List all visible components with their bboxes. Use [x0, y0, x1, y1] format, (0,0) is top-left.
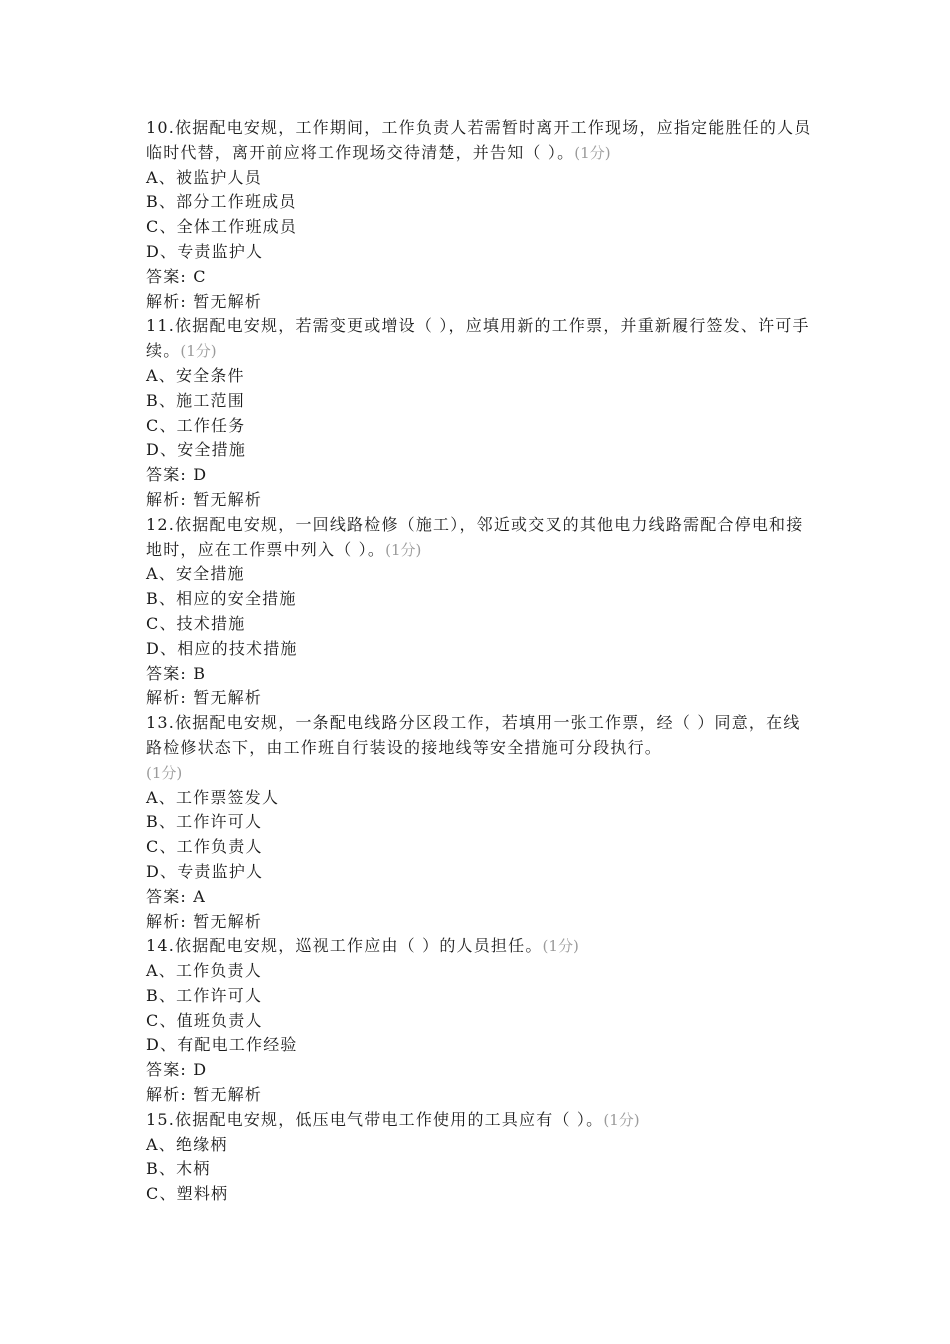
answer: 答案: B	[146, 663, 207, 683]
question-score: (1分)	[603, 1110, 640, 1129]
option-c: C、值班负责人	[146, 1010, 263, 1030]
option-c: C、工作任务	[146, 415, 246, 435]
question-stem	[146, 1108, 816, 1133]
option-c: C、技术措施	[146, 613, 246, 633]
question-text: 11.依据配电安规，若需变更或增设（ ），应填用新的工作票，并重新履行签发、许可手续。	[146, 316, 810, 361]
question-stem	[146, 711, 816, 785]
option-a: A、安全条件	[146, 365, 245, 385]
question-score: (1分)	[574, 143, 611, 162]
question-10	[146, 116, 816, 314]
question-stem	[146, 934, 816, 959]
analysis: 解析: 暂无解析	[146, 291, 263, 311]
answer: 答案: D	[146, 465, 208, 485]
analysis: 解析: 暂无解析	[146, 489, 263, 509]
option-c: C、全体工作班成员	[146, 217, 298, 237]
option-c: C、塑料柄	[146, 1184, 229, 1204]
question-14	[146, 934, 816, 1108]
question-stem	[146, 513, 816, 563]
question-text: 14.依据配电安规，巡视工作应由（ ）的人员担任。	[146, 936, 543, 956]
option-a: A、绝缘柄	[146, 1134, 228, 1154]
question-text: 12.依据配电安规，一回线路检修（施工），邻近或交叉的其他电力线路需配合停电和接地时，应在工作票中列入（ ）。	[146, 514, 804, 559]
option-b: B、部分工作班成员	[146, 192, 297, 212]
question-text: 15.依据配电安规，低压电气带电工作使用的工具应有（ ）。	[146, 1109, 604, 1129]
question-11	[146, 314, 816, 512]
option-b: B、相应的安全措施	[146, 589, 297, 609]
question-12	[146, 513, 816, 711]
option-d: D、专责监护人	[146, 241, 264, 261]
answer: 答案: C	[146, 266, 207, 286]
analysis: 解析: 暂无解析	[146, 688, 263, 708]
question-15	[146, 1108, 816, 1207]
option-a: A、工作负责人	[146, 961, 262, 981]
question-score: (1分)	[180, 342, 217, 361]
question-text: 13.依据配电安规，一条配电线路分区段工作，若填用一张工作票，经（ ）同意，在线路检修状态下，由工作班自行装设的接地线等安全措施可分段执行。	[146, 713, 801, 757]
option-b: B、施工范围	[146, 390, 245, 410]
option-d: D、专责监护人	[146, 861, 264, 881]
option-a: A、被监护人员	[146, 167, 262, 187]
option-b: B、工作许可人	[146, 985, 263, 1005]
option-c: C、工作负责人	[146, 837, 263, 857]
option-d: D、相应的技术措施	[146, 638, 298, 658]
option-d: D、安全措施	[146, 440, 247, 460]
document-page	[146, 116, 816, 1207]
question-score: (1分)	[542, 937, 579, 956]
answer: 答案: D	[146, 1060, 208, 1080]
question-stem	[146, 116, 816, 166]
question-13	[146, 711, 816, 934]
option-d: D、有配电工作经验	[146, 1035, 298, 1055]
option-b: B、工作许可人	[146, 812, 263, 832]
question-text: 10.依据配电安规，工作期间，工作负责人若需暂时离开工作现场，应指定能胜任的人员临时代替，离开前应将工作现场交待清楚，并告知（ ）。	[146, 118, 812, 162]
question-score: (1分)	[146, 763, 183, 782]
option-a: A、工作票签发人	[146, 787, 280, 807]
analysis: 解析: 暂无解析	[146, 1085, 263, 1105]
analysis: 解析: 暂无解析	[146, 911, 263, 931]
question-score: (1分)	[385, 540, 422, 559]
question-stem	[146, 314, 816, 364]
option-b: B、木柄	[146, 1159, 211, 1179]
option-a: A、安全措施	[146, 564, 245, 584]
answer: 答案: A	[146, 886, 207, 906]
